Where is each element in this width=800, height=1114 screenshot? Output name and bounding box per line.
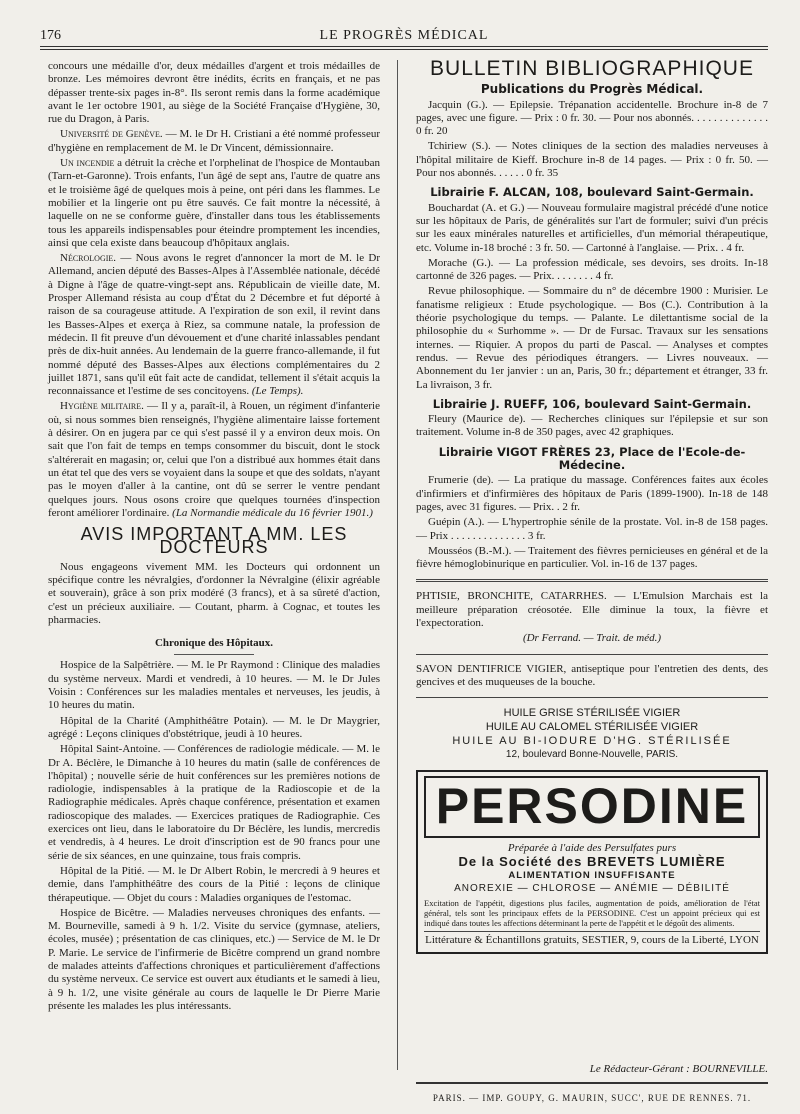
column-divider — [397, 60, 398, 1070]
avis-title: AVIS IMPORTANT A MM. LES DOCTEURS — [80, 524, 348, 558]
persodine-line: ANOREXIE — CHLOROSE — ANÉMIE — DÉBILITÉ — [454, 883, 730, 895]
paragraph — [48, 128, 380, 155]
persodine-line: De la Société des BREVETS LUMIÈRE — [458, 854, 726, 870]
biblio-entry: Fleury (Maurice de). — Recherches cliniques sur l'épilepsie et sur son traitement. Volume in-8 de 350 pages, avec 42 graphiques. — [416, 413, 768, 439]
ad-huile-address: 12, boulevard Bonne-Nouvelle, PARIS. — [505, 749, 679, 761]
persodine-line: Littérature & Échantillons gratuits, SESTIER, 9, cours de la Liberté, LYON — [424, 931, 760, 947]
paragraph-lead: Hygiène militaire. — [60, 400, 144, 413]
source-citation: (Le Temps). — [251, 385, 304, 398]
left-column — [48, 60, 380, 1015]
paragraph-lead: Nécrologie. — [60, 252, 117, 265]
biblio-entry: Mousséos (B.-M.). — Traitement des fièvres pernicieuses en général et de la fièvre hémoglobinurique en particulier. Vol. in-16 de 137 pages. — [416, 544, 768, 571]
divider — [416, 697, 768, 698]
section-heading: Publications du Progrès Médical. — [480, 82, 704, 97]
persodine-line: ALIMENTATION INSUFFISANTE — [508, 869, 676, 881]
biblio-entry: Frumerie (de). — La pratique du massage. Conférences faites aux écoles d'infirmiers et d'infirmières des hôpitaux de Paris (1899-1900). In-18 de 148 pages, avec 31 figures. — Prix. . 2 fr. — [416, 474, 768, 513]
ad-huile-line: HUILE AU BI-IODURE D'HG. STÉRILISÉE — [452, 735, 732, 748]
ad-huile-line: HUILE AU CALOMEL STÉRILISÉE VIGIER — [485, 721, 699, 734]
bulletin-title: BULLETIN BIBLIOGRAPHIQUE — [430, 57, 754, 80]
persodine-logo: PERSODINE — [424, 776, 760, 838]
paragraph — [48, 400, 380, 520]
biblio-entry: Revue philosophique. — Sommaire du n° de décembre 1900 : Murisier. Le fanatisme religieux : Etude psychologique. — Bos (C.). Contribution à la théorie psychologique du temps. — Palante. Le dilettantisme social de la philosophie du « Surhomme ». — Dr de Fursac. Travaux sur les sensations internes. — Riquier. A propos du parti de Pascal. — Analyses et comptes rendus. — Revue des périodiques étrangers. — Livres nouveaux. — Abonnement du 1er janvier : un an, Paris, 30 fr.; département et étranger, 33 fr. La livraison, 3 fr. — [416, 285, 768, 391]
chronique-item: Hospice de la Salpêtrière. — M. le Pr Raymond : Clinique des maladies du système nerveux. Mardi et vendredi, à 10 heures. — M. le Dr Jules Voisin : Conférences sur les maladies mentales et nerveuses, les jeudis, à 10 heures du matin. — [48, 659, 380, 712]
paragraph — [48, 157, 380, 250]
page-header — [40, 26, 768, 46]
journal-title: LE PROGRÈS MÉDICAL — [319, 28, 489, 43]
divider — [416, 654, 768, 655]
divider — [416, 579, 768, 582]
chronique-item: Hôpital de la Charité (Amphithéâtre Potain). — M. le Dr Maygrier, agrégé : Leçons cliniques d'obstétrique, jeudi à 10 heures. — [48, 714, 380, 740]
ad-persodine — [416, 770, 768, 953]
right-column — [416, 57, 768, 954]
persodine-text: Excitation de l'appétit, digestions plus faciles, augmentation de poids, amélioration de l'état général, tels sont les principaux effets de la PERSODINE. C'est un appoint précieux qui est indiqué dans toutes les affections déterminant la perte de l'appétit et le dégoût des aliments. — [424, 898, 760, 929]
paragraph-text: — Nous avons le regret d'annoncer la mort de M. le Dr Allemand, ancien député des Basses-Alpes à l'Assemblée nationale, décédé à Digne à l'âge de quatre-vingt-sept ans. Républicain de vieille date, M. Prosper Allemand résista au coup d'État du 2 Décembre et fut déporté à raison de sa courageuse attitude. A l'expiration de son exil, il revint dans les Basses-Alpes et exerça à Riez, sa commune natale, la profession de médecin. Il fit preuve d'un dévouement et d'une charité inlassables pendant près de dix-huit années. Au lendemain de la guerre franco-allemande, il fut nommé député des Basses-Alpes aux élections complémentaires du 2 juillet 1871, sans qu'il eût fait acte de candidat, tellement il s'était acquis la reconnaissance et l'estime de ses concitoyens. — [48, 252, 380, 398]
publisher-heading: Librairie J. RUEFF, 106, boulevard Saint-Germain. — [432, 396, 752, 411]
biblio-entry: Guépin (A.). — L'hypertrophie sénile de la prostate. Vol. in-8 de 158 pages. — Prix . . . . . . . . . . . . . . 3 fr. — [416, 516, 768, 542]
paragraph-text: — M. le Dr H. Cristiani a été nommé professeur d'hygiène en remplacement de M. le Dr Vincent, démissionnaire. — [48, 128, 380, 154]
ad-phtisie-signature: (Dr Ferrand. — Trait. de méd.) — [522, 632, 662, 645]
biblio-entry: Tchiriew (S.). — Notes cliniques de la section des maladies nerveuses à l'hôpital militaire de Kieff. Brochure in-8 de 14 pages. — Prix : 0 fr. 50. — Pour nos abonnés. . . . . . 0 fr. 35 — [416, 140, 768, 180]
ad-savon: SAVON DENTIFRICE VIGIER, antiseptique pour l'entretien des dents, des gencives et des muqueuses de la bouche. — [416, 662, 768, 688]
publisher-heading: Librairie VIGOT FRÈRES 23, Place de l'Ecole-de-Médecine. — [438, 444, 746, 473]
source-citation: (La Normandie médicale du 16 février 1901.) — [172, 506, 373, 519]
biblio-entry: Bouchardat (A. et G.) — Nouveau formulaire magistral précédé d'une notice sur les hôpitaux de Paris, de généralités sur l'art de formuler; suivi d'un précis sur les eaux minérales naturelles et artificielles, d'un mémorial thérapeutique, etc. Volume in-18 broché : 3 fr. 50. — Cartonné à l'anglaise. — Prix. . 4 fr. — [416, 201, 768, 254]
page-number: 176 — [40, 28, 61, 43]
imprint: PARIS. — IMP. GOUPY, G. MAURIN, SUCC', RUE DE RENNES. 71. — [432, 1093, 752, 1103]
chronique-item: Hôpital Saint-Antoine. — Conférences de radiologie médicale. — M. le Dr A. Béclère, le Dimanche à 10 heures du matin (salle de conférences de l'hôpital) ; nouvelle série de huit conférences sur les premières notions de radiologie, indispensables à la pratique de la Radioscopie et de la Radiographie médicales. Après chaque conférence, présentation et examen radioscopique des malades. — Exercices pratiques de Radiographie. Ces exercices ont lieu, dans le laboratoire du Dr Béclère, les lundis, mercredis et vendredis, à 4 heures. Le droit d'inscription est de 90 francs pour une série de six séances, en une quinzaine, tous frais compris. — [48, 743, 380, 862]
paragraph-text: — Il y a, paraît-il, à Rouen, un régiment d'infanterie où, si nous sommes bien renseignés, l'hygiène alimentaire laisse fortement à désirer. On en jugera par ce qui s'est passé il y a environ deux mois. On sait que l'on fait de temps en temps consommer du biscuit, dont le stock s'altérerait en magasin; or, celui que l'on a distribué aux hommes était dans un état tel que des vers se voyaient dans la soupe et que des soldats, n'ayant pas le moyen d'aller à la cantine, ont dû se serrer le ventre pendant quelques jours. Nous osons croire que quelques tournées d'inspection feront améliorer l'ordinaire. — [48, 400, 380, 519]
footer-rule — [416, 1082, 768, 1084]
ad-phtisie: PHTISIE, BRONCHITE, CATARRHES. — L'Emulsion Marchais est la meilleure préparation créosotée. Elle diminue la toux, la fièvre et l'expectoration. — [416, 590, 768, 629]
chronique-item: Hôpital de la Pitié. — M. le Dr Albert Robin, le mercredi à 9 heures et demie, dans l'amphithéâtre des cours de la Pitié : leçons de clinique thérapeutique. — Objet du cours : Maladies organiques de l'estomac. — [48, 864, 380, 904]
chronique-item: Hospice de Bicêtre. — Maladies nerveuses chroniques des enfants. — M. Bourneville, samedi à 9 h. 1/2. Visite du service (gymnase, ateliers, écoles, musée) ; présentation de cas cliniques, etc.) — Service de M. le Dr P. Marie. Le service de l'infirmerie de Bicêtre comprend un grand nombre de malades atteints d'affections chroniques et particulièrement d'affections du système nerveux. Ce service est ouvert aux étudiants et le samedi à lieu, à 9 h. 1/2, une visite générale au cours de laquelle le Dr Pierre Marie présente les malades les plus intéressants. — [48, 906, 380, 1012]
divider — [174, 654, 254, 655]
chronique-title: Chronique des Hôpitaux. — [154, 637, 274, 650]
paragraph-text: a détruit la crèche et l'orphelinat de l'hospice de Montauban (Tarn-et-Garonne). Trois enfants, l'un âgé de sept ans, l'autre de quatre ans et le troisième âgé de quelques mois à peine, ont péri dans les flammes. Le mobilier et la lingerie ont pu être sauvés. Ce fait montre la nécessité, à laquelle on ne se conforme guère, d'installer dans tous les établissements tous les appareils indispensables pour éteindre promptement les incendies, ainsi que cela existe dans beaucoup d'hôpitaux anglais. — [48, 157, 380, 249]
avis-text: Nous engageons vivement MM. les Docteurs qui ordonnent un spécifique contre les névralgies, d'ordonner la Névralgine (élixir agréable et souverain), grâce à son prix modéré (3 francs), et à sa sûreté d'action, c'est un précieux auxiliaire. — Coutant, pharm. à Cognac, et toutes les pharmacies. — [48, 560, 380, 626]
header-rule — [40, 46, 768, 50]
paragraph-lead: Université de Genève. — [60, 128, 163, 141]
paragraph — [48, 252, 380, 398]
biblio-entry: Morache (G.). — La profession médicale, ses devoirs, ses droits. In-18 cartonné de 326 pages. — Prix. . . . . . . . 4 fr. — [416, 256, 768, 283]
publisher-heading: Librairie F. ALCAN, 108, boulevard Saint-Germain. — [430, 185, 754, 200]
ad-huile-line: HUILE GRISE STÉRILISÉE VIGIER — [503, 707, 681, 720]
persodine-line: Préparée à l'aide des Persulfates purs — [507, 842, 677, 855]
paragraph-lead: Un incendie — [60, 157, 115, 170]
biblio-entry: Jacquin (G.). — Epilepsie. Trépanation accidentelle. Brochure in-8 de 7 pages, avec une figure. — Prix : 0 fr. 30. — Pour nos abonnés. . . . . . . . . . . . . . 0 fr. 20 — [416, 98, 768, 138]
redacteur-gerant: Le Rédacteur-Gérant : BOURNEVILLE. — [589, 1063, 768, 1075]
ad-huile — [416, 706, 768, 762]
paragraph: concours une médaille d'or, deux médailles d'argent et trois médailles de bronze. Les mémoires devront être inédits, écrits en français, et ne pas dépasser trente-six pages in-8°. Ils seront remis dans la forme académique avant le 1er octobre 1901, au siège de la Société Française d'Hygiène, 30, rue du Dragon, à Paris. — [48, 60, 380, 126]
